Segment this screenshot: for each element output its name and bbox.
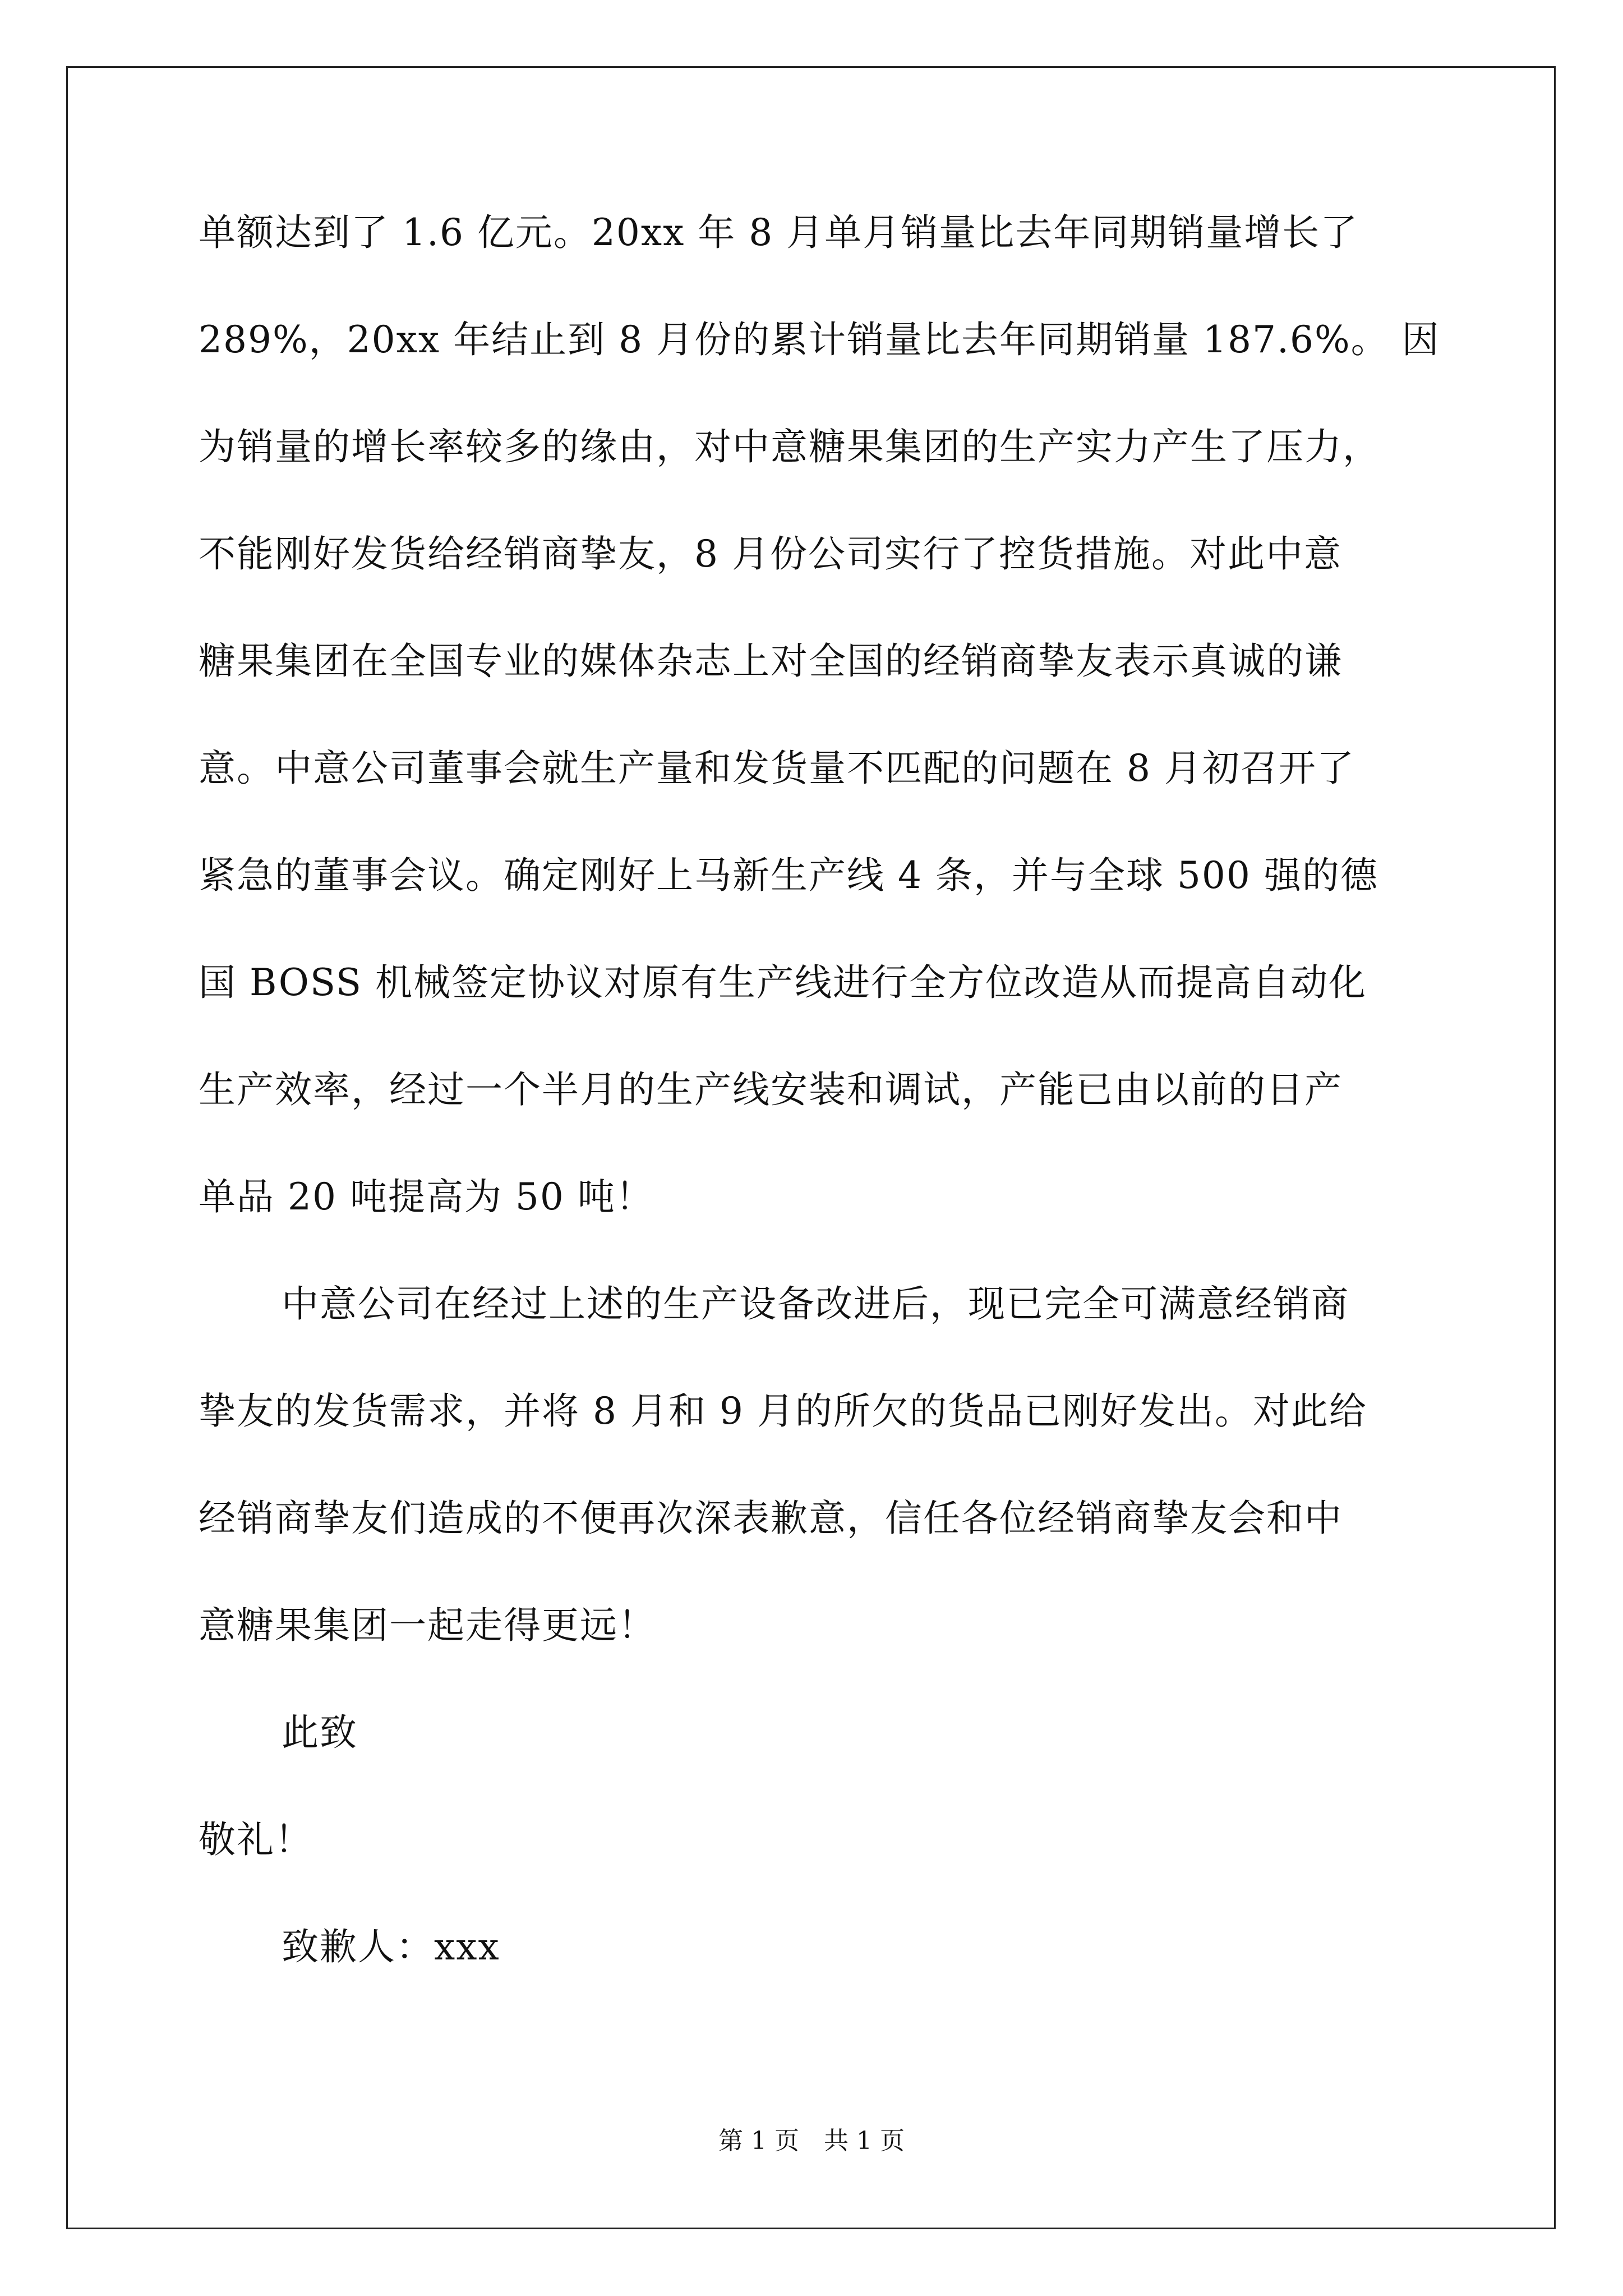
paragraph-line: 289%，20xx 年结止到 8 月份的累计销量比去年同期销量 187.6%。 因 [199,318,1440,361]
paragraph-line: 单品 20 吨提高为 50 吨！ [199,1175,654,1218]
paragraph-line: 挚友的发货需求，并将 8 月和 9 月的所欠的货品已刚好发出。对此给 [199,1389,1367,1433]
closing-salutation: 此致 [282,1711,358,1754]
paragraph-line: 中意公司在经过上述的生产设备改进后，现已完全可满意经销商 [282,1282,1349,1326]
paragraph-line: 经销商挚友们造成的不便再次深表歉意，信任各位经销商挚友会和中 [199,1497,1343,1540]
paragraph-line: 糖果集团在全国专业的媒体杂志上对全国的经销商挚友表示真诚的谦 [199,639,1343,683]
paragraph-line: 意。中意公司董事会就生产量和发货量不匹配的问题在 8 月初召开了 [199,747,1355,790]
paragraph-line: 国 BOSS 机械签定协议对原有生产线进行全方位改造从而提高自动化 [199,961,1367,1004]
closing-regards: 敬礼！ [199,1818,313,1861]
signature-line: 致歉人：xxx [282,1925,500,1968]
page-border [66,66,1556,2229]
paragraph-line: 不能刚好发货给经销商挚友，8 月份公司实行了控货措施。对此中意 [199,532,1342,576]
paragraph-line: 生产效率，经过一个半月的生产线安装和调试，产能已由以前的日产 [199,1068,1343,1111]
paragraph-line: 意糖果集团一起走得更远！ [199,1604,656,1647]
page-number-footer: 第 1 页 共 1 页 [718,2127,905,2155]
paragraph-line: 单额达到了 1.6 亿元。20xx 年 8 月单月销量比去年同期销量增长了 [199,211,1359,254]
paragraph-line: 紧急的董事会议。确定刚好上马新生产线 4 条，并与全球 500 强的德 [199,854,1378,897]
paragraph-line: 为销量的增长率较多的缘由，对中意糖果集团的生产实力产生了压力， [199,425,1381,468]
